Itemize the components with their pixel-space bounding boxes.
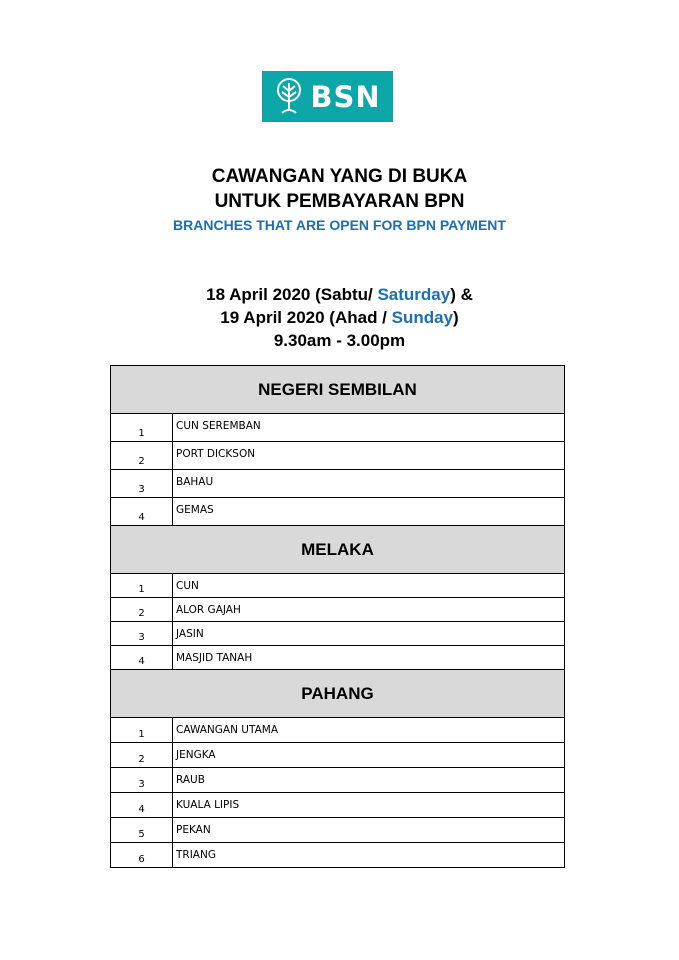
table-row: 1 CAWANGAN UTAMA (111, 718, 565, 743)
table-row: 1 CUN (111, 574, 565, 598)
table-row: 3 JASIN (111, 622, 565, 646)
subtitle: BRANCHES THAT ARE OPEN FOR BPN PAYMENT (173, 217, 506, 233)
opening-hours: 9.30am - 3.00pm (273, 331, 406, 350)
table-row: 2 ALOR GAJAH (111, 598, 565, 622)
table-row: 3 RAUB (111, 768, 565, 793)
table-row: 6 TRIANG (111, 843, 565, 868)
table-row: 4 GEMAS (111, 498, 565, 526)
date-line2: 19 April 2020 (Ahad / Sunday) (220, 308, 459, 327)
table-row: 2 JENGKA (111, 743, 565, 768)
branch-table (110, 365, 565, 868)
bsn-logo (262, 71, 393, 122)
table-row: 2 PORT DICKSON (111, 442, 565, 470)
section-header: MELAKA (111, 526, 565, 574)
tree-icon (274, 77, 304, 117)
section-header: NEGERI SEMBILAN (111, 366, 565, 414)
table-row: 4 MASJID TANAH (111, 646, 565, 670)
table-row: 1 CUN SEREMBAN (111, 414, 565, 442)
table-row: 3 BAHAU (111, 470, 565, 498)
table-row: 4 KUALA LIPIS (111, 793, 565, 818)
logo-text: BSN (310, 79, 381, 114)
table-row: 5 PEKAN (111, 818, 565, 843)
section-header: PAHANG (111, 670, 565, 718)
title-line1: CAWANGAN YANG DI BUKA (211, 166, 468, 187)
date-line1: 18 April 2020 (Sabtu/ Saturday) & (206, 285, 473, 304)
title-line2: UNTUK PEMBAYARAN BPN (214, 191, 465, 212)
